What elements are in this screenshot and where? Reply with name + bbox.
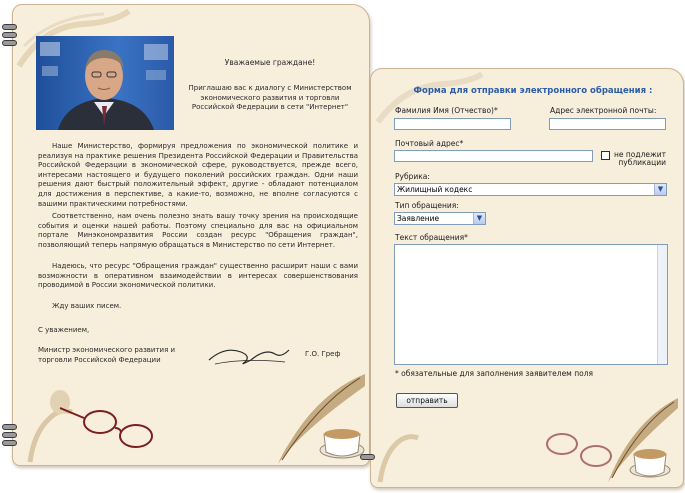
no-publish-label: не подлежит публикации [614, 150, 666, 167]
letter-bottom-illustration [20, 372, 368, 468]
required-note: * обязательные для заполнения заявителем поля [395, 369, 594, 378]
letter-paragraph-1: Наше Министерство, формируя предложения по экономической политике и реализуя на практике решения Президента Российской Федерации и Правительства Российской Федерации в экономической сфере, руководствуется, прежде всего, интересами настоящего и будущего поколений российских граждан. Одни наши решения дают быстрый положительный эффект, другие - обладают потенциалом для достижения в перспективе, а какие-то, возможно, не вполне согласуются с вашими практическими потребностями. [38, 142, 358, 208]
letter-paragraph-3: Надеюсь, что ресурс "Обращения граждан" существенно расширит наши с вами возможности в оперативном взаимодействии в интересах совершенствования проводимой в России экономической политики. [38, 262, 358, 290]
letter-paragraph-2: Соответственно, нам очень полезно знать вашу точку зрения на происходящие события и оценки нашей работы. Поэтому специально для вас на официальном портале Минэкономразвития России создан ресурс "Обращения граждан", позволяющий теперь напрямую обращаться в Министерство по сети Интернет. [38, 212, 358, 249]
spiral-binding-bottom [2, 424, 18, 448]
minister-photo [36, 36, 174, 130]
text-label: Текст обращения* [395, 233, 468, 242]
rubric-selected-value: Жилищный кодекс [397, 185, 473, 194]
letter-heading: Уважаемые граждане! [224, 58, 316, 67]
form-title: Форма для отправки электронного обращения : [413, 86, 653, 96]
rubric-label: Рубрика: [395, 172, 430, 181]
email-input[interactable] [549, 118, 666, 130]
postal-address-label: Почтовый адрес* [395, 139, 464, 148]
name-input[interactable] [394, 118, 511, 130]
email-label: Адрес электронной почты: [550, 106, 657, 115]
type-label: Тип обращения: [395, 201, 459, 210]
letter-paragraph-4: Жду ваших писем. [52, 302, 122, 310]
postal-address-input[interactable] [394, 150, 593, 162]
chevron-down-icon: ▼ [473, 213, 485, 224]
signature-image [205, 338, 295, 370]
rubric-select[interactable] [394, 183, 667, 196]
chevron-down-icon: ▼ [654, 184, 666, 195]
submit-button[interactable]: отправить [396, 393, 458, 408]
textarea-scrollbar[interactable] [657, 245, 667, 364]
letter-closing: С уважением, [38, 326, 90, 334]
type-selected-value: Заявление [397, 214, 440, 223]
no-publish-checkbox[interactable] [601, 151, 610, 160]
signatory-name: Г.О. Греф [305, 350, 341, 358]
type-select[interactable] [394, 212, 486, 225]
name-label: Фамилия Имя (Отчество)* [395, 106, 498, 115]
letter-intro: Приглашаю вас к диалогу с Министерством экономического развития и торговли Российской Федерации в сети "Интернет" [188, 84, 352, 112]
message-textarea[interactable] [394, 244, 668, 365]
signatory-title: Министр экономического развития и торговли Российской Федерации [38, 346, 176, 364]
form-bottom-illustration [372, 394, 682, 486]
